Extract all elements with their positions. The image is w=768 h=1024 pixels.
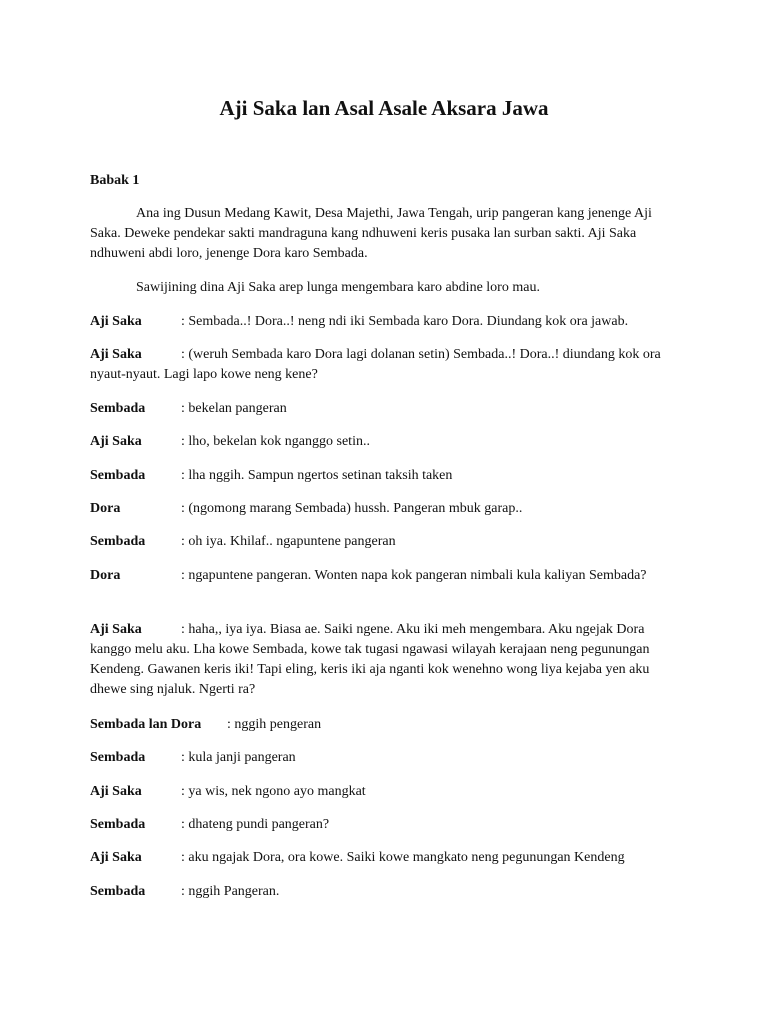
- narration-paragraph: Sawijining dina Aji Saka arep lunga mengembara karo abdine loro mau.: [136, 280, 540, 295]
- narration-paragraph: Ana ing Dusun Medang Kawit, Desa Majethi, Jawa Tengah, urip pangeran kang jenenge Aji Saka. Deweke pendekar sakti mandraguna kang ndhuweni keris pusaka lan surban sakti. Aji Saka ndhuweni abdi loro, jenenge Dora karo Sembada.: [90, 206, 652, 261]
- section-heading: Babak 1: [90, 173, 140, 188]
- speaker-name: Aji Saka: [90, 784, 142, 799]
- dialogue-line: [90, 748, 680, 768]
- speaker-name: Aji Saka: [90, 850, 142, 865]
- dialogue-text: : nggih Pangeran.: [181, 884, 280, 899]
- dialogue-text: : bekelan pangeran: [181, 401, 287, 416]
- dialogue-text: : aku ngajak Dora, ora kowe. Saiki kowe mangkato neng pegunungan Kendeng: [181, 850, 625, 865]
- document-title: Aji Saka lan Asal Asale Aksara Jawa: [219, 96, 549, 120]
- dialogue-text: : (weruh Sembada karo Dora lagi dolanan setin) Sembada..! Dora..! diundang kok ora nyaut-nyaut. Lagi lapo kowe neng kene?: [90, 347, 661, 382]
- speaker-name: Sembada: [90, 750, 146, 765]
- dialogue-line: [90, 848, 680, 868]
- speaker-name: Dora: [90, 501, 121, 516]
- speaker-name: Aji Saka: [90, 434, 142, 449]
- dialogue-text: : haha,, iya iya. Biasa ae. Saiki ngene. Aku iki meh mengembara. Aku ngejak Dora kanggo melu aku. Lha kowe Sembada, kowe tak tugasi ngawasi wilayah kerajaan neng pegunungan Kendeng. Gawanen keris iki! Tapi eling, keris iki aja nganti kok wenehno wong liya kejaba yen aku dhewe sing njaluk. Ngerti ra?: [90, 622, 650, 697]
- dialogue-text: : nggih pengeran: [227, 717, 322, 732]
- speaker-name: Sembada: [90, 884, 146, 899]
- dialogue-line: [90, 312, 680, 332]
- dialogue-text: : Sembada..! Dora..! neng ndi iki Sembada karo Dora. Diundang kok ora jawab.: [181, 314, 629, 329]
- dialogue-line: [90, 345, 680, 385]
- speaker-name: Sembada: [90, 534, 146, 549]
- speaker-name: Aji Saka: [90, 347, 142, 362]
- dialogue-text: : ya wis, nek ngono ayo mangkat: [181, 784, 366, 799]
- dialogue-text: : dhateng pundi pangeran?: [181, 817, 330, 832]
- dialogue-text: : lha nggih. Sampun ngertos setinan taksih taken: [181, 468, 453, 483]
- dialogue-line: [90, 399, 680, 419]
- dialogue-line: [90, 566, 680, 586]
- dialogue-line: [90, 499, 680, 519]
- dialogue-text: : ngapuntene pangeran. Wonten napa kok pangeran nimbali kula kaliyan Sembada?: [181, 568, 647, 583]
- speaker-name: Aji Saka: [90, 622, 142, 637]
- dialogue-text: : kula janji pangeran: [181, 750, 296, 765]
- dialogue-line: [90, 882, 680, 902]
- speaker-name: Dora: [90, 568, 121, 583]
- dialogue-line: [90, 466, 680, 486]
- dialogue-line: [90, 532, 680, 552]
- speaker-name: Sembada lan Dora: [90, 717, 202, 732]
- speaker-name: Sembada: [90, 468, 146, 483]
- dialogue-line: [90, 815, 680, 835]
- speaker-name: Sembada: [90, 817, 146, 832]
- dialogue-text: : (ngomong marang Sembada) hussh. Pangeran mbuk garap..: [181, 501, 523, 516]
- speaker-name: Aji Saka: [90, 314, 142, 329]
- speaker-name: Sembada: [90, 401, 146, 416]
- dialogue-text: : oh iya. Khilaf.. ngapuntene pangeran: [181, 534, 396, 549]
- dialogue-line: [90, 620, 680, 700]
- dialogue-line: [90, 432, 680, 452]
- dialogue-line: [90, 715, 680, 735]
- dialogue-text: : lho, bekelan kok nganggo setin..: [181, 434, 370, 449]
- dialogue-line: [90, 782, 680, 802]
